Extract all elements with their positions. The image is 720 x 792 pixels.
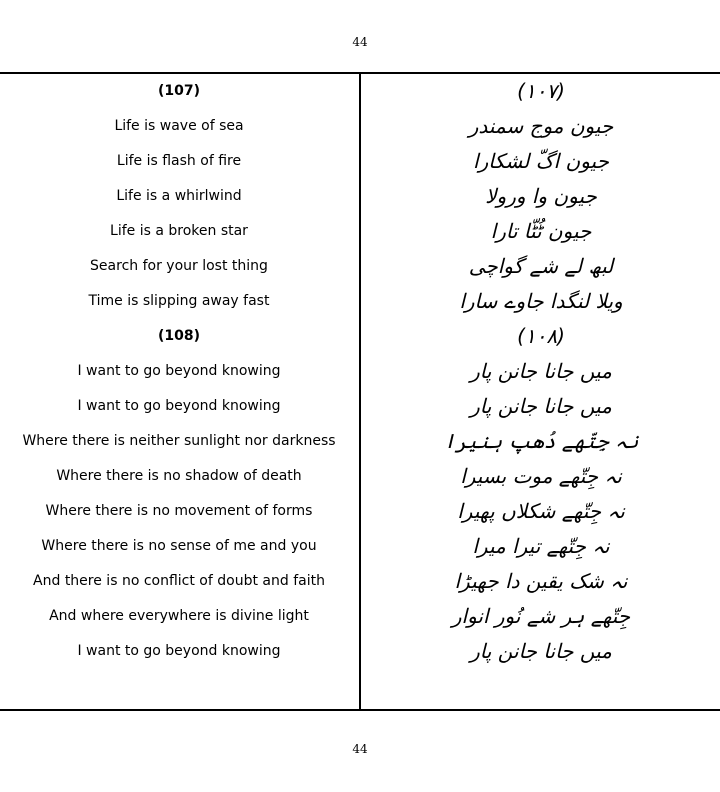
- urdu-line: میں جانا جانن پار: [470, 359, 612, 383]
- urdu-line: میں جانا جانن پار: [470, 394, 612, 418]
- english-line: I want to go beyond knowing: [77, 398, 281, 414]
- english-line: I want to go beyond knowing: [77, 363, 281, 379]
- english-poem-number: (108): [157, 328, 201, 344]
- english-line: Life is wave of sea: [114, 118, 244, 134]
- english-line: Where there is no shadow of death: [56, 468, 302, 484]
- urdu-line: جیون ٹُٹّا تارا: [490, 219, 592, 243]
- english-line: Life is a broken star: [110, 223, 248, 239]
- urdu-line: نہ جِتّھے موت بسیرا: [460, 464, 622, 488]
- urdu-line: نہ شک یقین دا جھیڑا: [454, 569, 628, 593]
- english-line: And there is no conflict of doubt and faith: [33, 573, 325, 589]
- urdu-line: جِتّھے ہر شے نُور انوار: [451, 604, 631, 628]
- urdu-line: نہ جِتّھے شکلاں پھیرا: [457, 499, 625, 523]
- english-line: Where there is neither sunlight nor darkness: [22, 433, 336, 449]
- english-poem-number: (107): [157, 83, 201, 99]
- english-line: Where there is no movement of forms: [45, 503, 313, 519]
- urdu-line: لبھ لے شے گواچی: [468, 254, 614, 278]
- page-number-top: 44: [352, 35, 368, 49]
- urdu-line: نہ جِتّھے تیرا میرا: [472, 534, 610, 558]
- english-line: Search for your lost thing: [90, 258, 268, 274]
- english-line: Time is slipping away fast: [88, 293, 270, 309]
- english-line: And where everywhere is divine light: [49, 608, 309, 624]
- page-number-bottom: 44: [352, 742, 368, 756]
- bottom-rule: [0, 709, 720, 711]
- english-line: Life is flash of fire: [116, 153, 242, 169]
- urdu-line: جیون اگّ لشکارا: [473, 149, 609, 173]
- english-line: Where there is no sense of me and you: [41, 538, 317, 554]
- urdu-line: جیون موج سمندر: [468, 114, 614, 138]
- urdu-line: میں جانا جانن پار: [470, 639, 612, 663]
- urdu-poem-number: (۱۰۷): [517, 79, 565, 103]
- urdu-poem-number: (۱۰۸): [517, 324, 565, 348]
- column-divider: [359, 72, 361, 711]
- english-line: I want to go beyond knowing: [77, 643, 281, 659]
- urdu-line: ویلا لنگدا جاوے سارا: [459, 289, 623, 313]
- urdu-line: نہ جِتّھے دُھپ ہنیرا: [443, 429, 639, 453]
- english-line: Life is a whirlwind: [116, 188, 242, 204]
- urdu-line: جیون وا ورولا: [485, 184, 597, 208]
